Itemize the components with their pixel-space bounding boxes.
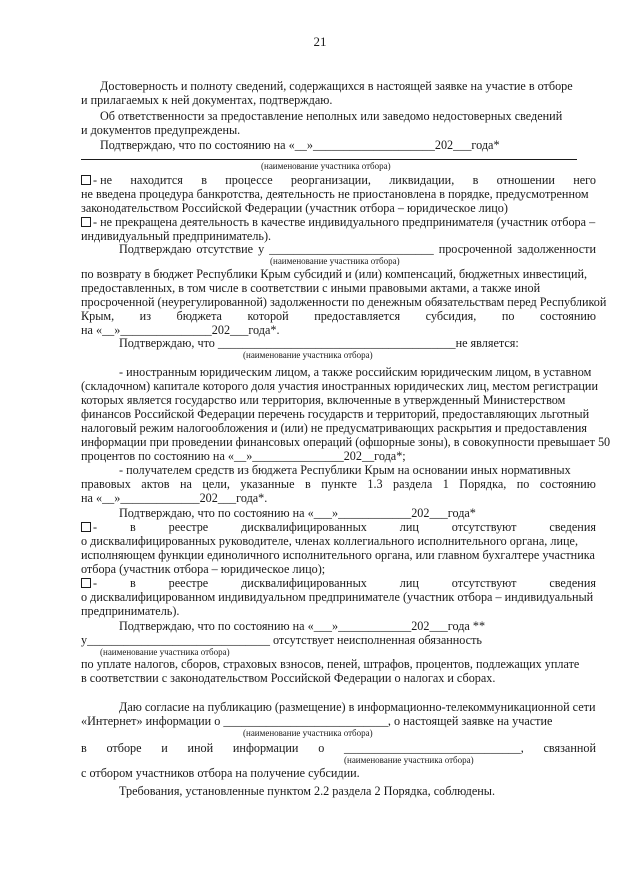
- disq-1-line-1: - в реестре дисквалифицированных лиц отсутствуют сведения: [81, 520, 596, 534]
- confirm-date-4: Подтверждаю, что по состоянию на «___»____________202___года **: [119, 619, 486, 633]
- caption-participant-4: (наименование участника отбора): [100, 647, 230, 657]
- foreign-line-4: финансов Российской Федерации перечень государств и территорий, предоставляющих льготный: [81, 407, 590, 421]
- checkbox-icon[interactable]: [81, 522, 91, 532]
- requirements-line: Требования, установленные пунктом 2.2 раздела 2 Порядка, соблюдены.: [119, 784, 496, 798]
- recipient-line-3: на «__»_____________202___года*.: [81, 491, 268, 505]
- publication-line-1: Даю согласие на публикацию (размещение) в информационно-телекоммуникационной сети: [119, 700, 596, 714]
- caption-participant-2: (наименование участника отбора): [270, 256, 400, 266]
- debt-line-2: предоставленных, в том числе в соответствии с иными правовыми актами, а также иной: [81, 281, 541, 295]
- bullet-2-line-1: - не прекращена деятельность в качестве индивидуального предпринимателя (участник отбора –: [81, 215, 595, 229]
- checkbox-icon[interactable]: [81, 578, 91, 588]
- caption-participant-3: (наименование участника отбора): [243, 350, 373, 360]
- confirm-not-line: Подтверждаю, что _______________________________________не является:: [119, 336, 519, 350]
- disq-1-line-2: о дисквалифицированных руководителе, членах коллегиального исполнительного органа, лице,: [81, 534, 578, 548]
- bullet-1-line-3: законодательством Российской Федерации (участник отбора – юридическое лицо): [81, 201, 508, 215]
- disq-2-line-2: о дисквалифицированном индивидуальном предпринимателе (участник отбора – индивидуальный: [81, 590, 594, 604]
- tax-line-2: по уплате налогов, сборов, страховых взносов, пеней, штрафов, процентов, подлежащих уплате: [81, 657, 580, 671]
- debt-line-3: просроченной (неурегулированной) задолженности по денежным обязательствам перед Республикой: [81, 295, 607, 309]
- participant-name-line: [81, 159, 577, 160]
- disq-1-line-4: отбора (участник отбора – юридическое лицо);: [81, 562, 326, 576]
- bullet-1-line-2: не введена процедура банкротства, деятельность не приостановлена в порядке, предусмотренном: [81, 187, 589, 201]
- publication-line-3: в отборе и иной информации о _____________________________, связанной: [81, 741, 596, 755]
- tax-line-1: у______________________________ отсутствует неисполненная обязанность: [81, 633, 482, 647]
- disq-2-line-1: - в реестре дисквалифицированных лиц отсутствуют сведения: [81, 576, 596, 590]
- bullet-2-line-2: индивидуальный предприниматель).: [81, 229, 272, 243]
- debt-line-4: Крым, из бюджета которой предоставляется субсидия, по состоянию: [81, 309, 596, 323]
- recipient-line-2: правовых актов на цели, указанные в пункте 1.3 раздела 1 Порядка, по состоянию: [81, 477, 596, 491]
- p1-line-2: и прилагаемых к ней документах, подтверждаю.: [81, 93, 333, 107]
- page-number: 21: [313, 34, 327, 49]
- foreign-line-3: которых является государство или территория, включенные в утвержденный Министерством: [81, 393, 566, 407]
- confirm-date-1: Подтверждаю, что по состоянию на «__»____________________202___года*: [100, 138, 500, 152]
- foreign-line-1: - иностранным юридическим лицом, а также российским юридическим лицом, в уставном: [119, 365, 592, 379]
- foreign-line-2: (складочном) капитале которого доля участия иностранных юридических лиц, местом регистрации: [81, 379, 598, 393]
- caption-participant-5: (наименование участника отбора): [243, 728, 373, 738]
- debt-line-5: на «__»_______________202___года*.: [81, 323, 280, 337]
- foreign-line-7: процентов по состоянию на «__»_______________202__года*;: [81, 449, 406, 463]
- absence-line: Подтверждаю отсутствие у ___________________________ просроченной задолженности: [119, 242, 596, 256]
- publication-line-2: «Интернет» информации о ___________________________, о настоящей заявке на участие: [81, 714, 553, 728]
- p2-line-1: Об ответственности за предоставление неполных или заведомо недостоверных сведений: [100, 109, 563, 123]
- foreign-line-5: налоговый режим налогообложения и (или) не предусматривающих раскрытия и предоставления: [81, 421, 588, 435]
- checkbox-icon[interactable]: [81, 217, 91, 227]
- foreign-line-6: информации при проведении финансовых операций (офшорные зоны), в совокупности превышает 50: [81, 435, 611, 449]
- p2-line-2: и документов предупреждены.: [81, 123, 241, 137]
- publication-line-4: с отбором участников отбора на получение субсидии.: [81, 766, 360, 780]
- caption-participant-1: (наименование участника отбора): [261, 161, 391, 171]
- caption-participant-6: (наименование участника отбора): [344, 755, 474, 765]
- checkbox-icon[interactable]: [81, 175, 91, 185]
- disq-2-line-3: предприниматель).: [81, 604, 180, 618]
- recipient-line-1: - получателем средств из бюджета Республики Крым на основании иных нормативных: [119, 463, 571, 477]
- p1-line-1: Достоверность и полноту сведений, содержащихся в настоящей заявке на участие в отборе: [100, 79, 573, 93]
- confirm-date-3: Подтверждаю, что по состоянию на «___»____________202___года*: [119, 506, 476, 520]
- disq-1-line-3: исполняющем функции единоличного исполнительного органа, или главном бухгалтере участника: [81, 548, 595, 562]
- tax-line-3: в соответствии с законодательством Российской Федерации о налогах и сборах.: [81, 671, 496, 685]
- debt-line-1: по возврату в бюджет Республики Крым субсидий и (или) компенсаций, бюджетных инвестиций,: [81, 267, 588, 281]
- bullet-1-line-1: - не находится в процессе реорганизации, ликвидации, в отношении него: [81, 173, 596, 187]
